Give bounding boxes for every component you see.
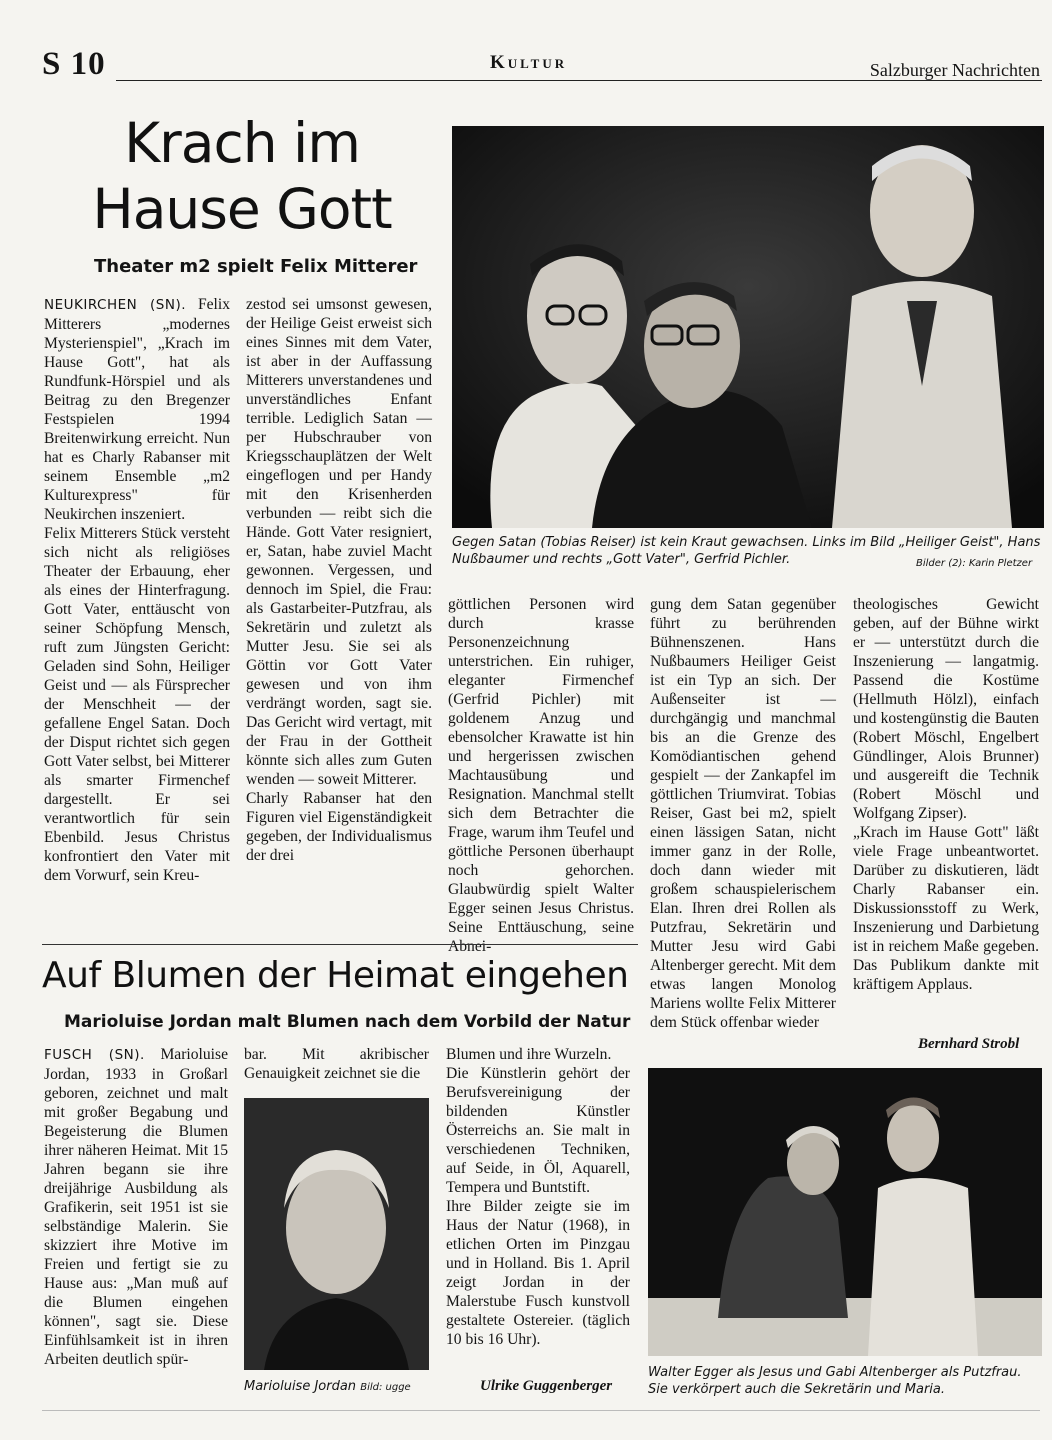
article2-photo-credit: Bild: ugge [360, 1382, 411, 1393]
article1-headline: Krach im Hause Gott [92, 111, 392, 241]
article1-subheadline: Theater m2 spielt Felix Mitterer [94, 256, 418, 277]
header-rule [116, 80, 1042, 81]
article2-author: Ulrike Guggenberger [480, 1378, 613, 1394]
article2-column-3: Blumen und ihre Wurzeln. Die Künstlerin gehört der Berufsvereinigung der bildenden Künstler Österreichs an. Sie malt in verschiedenen Techniken, auf Seide, in Öl, Aquarell, Tempera und Buntstift. Ihre Bilder zeigte sie im Haus der Natur (1968), in etlichen Orten im Pinzgau und in Holland. Bis 1. April zeigt Jordan in der Malerstube Fusch kunstvoll gestaltete Ostereier. (täglich 10 bis 16 Uhr). [446, 1046, 630, 1348]
article1-photo-caption: Gegen Satan (Tobias Reiser) ist kein Kraut gewachsen. Links im Bild „Heiliger Geist", Hans Nußbaumer und rechts „Gott Vater", Gerfrid Pichler. [452, 535, 1041, 567]
article2-headline: Auf Blumen der Heimat eingehen [42, 955, 629, 996]
article-divider [42, 944, 638, 945]
article1-column-5: theologisches Gewicht geben, auf der Bühne wirkt er — unterstützt durch die Inszenierung — langatmig. Passend die Kostüme (Hellmuth Hölzl), einfach und kostengünstig die Bauten (Robert Möschl, Engelbert Gündlinger, Alois Brunner) und ausgereift die Technik (Robert Möschl und Wolfgang Zipser). „Krach im Hause Gott" läßt viele Frage unbeantwortet. Darüber zu diskutieren, lädt Charly Rabanser ein. Diskussionsstoff zu Werk, Inszenierung und Darbietung ist in reichem Maße gegeben. Das Publikum dankte mit kräftigem Applaus. [853, 596, 1039, 993]
article1-author: Bernhard Strobl [918, 1036, 1020, 1052]
article2-column-1-text: Marioluise Jordan, 1933 in Großarl geboren, zeichnet und malt mit großer Begabung und Begeisterung die Blumen ihrer näheren Heimat. Mit 15 Jahren begann sie ihre dreijährige Ausbildung als Grafikerin, seit 1951 ist sie selbständige Malerin. Sie skizziert ihre Motive im Freien und fertigt sie zu Hause aus: „Man muß auf die Blumen eingehen können", sagt sie. Diese Einfühlsamkeit ist in ihren Arbeiten deutlich spür- [44, 1046, 228, 1368]
newspaper-name: Salzburger Nachrichten [869, 60, 1040, 80]
portrait-image [244, 1098, 429, 1370]
footer-rule [42, 1410, 1040, 1411]
article1-column-3: göttlichen Personen wird durch krasse Personenzeichnung unterstrichen. Ein ruhiger, eleganter Firmenchef (Gerfrid Pichler) mit goldenem Anzug und ebensolcher Krawatte ist hin und hergerissen zwischen Machtausübung und Resignation. Manchmal stellt sich dem Betrachter die Frage, warum ihm Teufel und göttliche Personen überhaupt noch gehorchen. Glaubwürdig spielt Walter Egger seinen Jesus Christus. Seine Enttäuschung, seine Abnei- [448, 596, 634, 955]
page-number: S 10 [42, 46, 106, 82]
article2-column-2: bar. Mit akribischer Genauigkeit zeichnet sie die [244, 1046, 429, 1082]
article2-dateline: FUSCH (SN). [44, 1047, 145, 1063]
article2-photo-caption [244, 1378, 411, 1396]
article2-column-1 [44, 1045, 228, 1369]
article1-column-4: gung dem Satan gegenüber führt zu berührenden Bühnenszenen. Hans Nußbaumers Heiliger Geist ist ein Typ an sich. Der Außenseiter ist — durchgängig und manchmal bis an die Grenze des Komödiantischen gehend gespielt — der Zankapfel im göttlichen Triumvirat. Tobias Reiser, Gast bei m2, spielt einen lässigen Satan, nicht immer ganz in der Rolle, doch dann wieder mit großem schauspielerischem Elan. Ihren drei Rollen als Putzfrau, Sekretärin und Mutter Jesu wird Gabi Altenberger gerecht. Mit dem etwas langen Monolog Mariens wollte Felix Mitterer dem Stück offenbar wieder [650, 596, 836, 1031]
article2-portrait-photo [244, 1098, 429, 1370]
article1-photo-2 [648, 1068, 1042, 1356]
article1-column-1 [44, 295, 230, 885]
article2-subheadline: Marioluise Jordan malt Blumen nach dem Vorbild der Natur [64, 1012, 631, 1032]
article1-photo-credit: Bilder (2): Karin Pletzer [916, 558, 1033, 569]
article2-photo-caption-text: Marioluise Jordan [244, 1379, 357, 1394]
stage-scene-image [648, 1068, 1042, 1356]
article1-column-2: zestod sei umsonst gewesen, der Heilige Geist erweist sich eines Sinnes mit dem Vater, ist aber in der Auffassung Mitterers unverstandenes und unverständliches Enfant terrible. Lediglich Satan — per Hubschrauber von Kriegsschauplätzen der Welt eingeflogen und per Handy mit den Krisenherden verbunden — reibt sich die Hände. Gott Vater resigniert, er, Satan, habe zuviel Macht gewonnen. Vergessen, und dennoch im Spiel, die Frau: als Gastarbeiter-Putzfrau, als Sekretärin und zuletzt als Mutter Jesu. Sie sei als Göttin vor Gott Vater gewesen und von ihm verdrängt worden, sagt sie. Das Gericht wird vertagt, mit der Frau in der Gottheit könnte sich alles zum Guten wenden — soweit Mitterer. Charly Rabanser hat den Figuren viel Eigenständigkeit gegeben, der Individualismus der drei [246, 296, 432, 864]
article1-photo-2-caption: Walter Egger als Jesus und Gabi Altenberger als Putzfrau. Sie verkörpert auch die Sekretärin und Maria. [648, 1365, 1022, 1397]
article1-column-1-text: Felix Mitterers „modernes Mysterienspiel", „Krach im Hause Gott", hat als Rundfunk-Hörspiel und als Beitrag zu den Bregenzer Festspielen 1994 Breitenwirkung erreicht. Nun hat es Charly Rabanser mit seinem Ensemble „m2 Kulturexpress" für Neukirchen inszeniert. Felix Mitterers Stück versteht sich nicht als religiöses Theater der Erbauung, eher als eines der Hinterfragung. Gott Vater, enttäuscht von seiner Schöpfung Mensch, ruft zum Jüngsten Gericht: Geladen sind Sohn, Heiliger Geist und — als Fürsprecher der Menschheit — der gefallene Engel Satan. Doch der Disput richtet sich gegen Gott Vater selbst, bei Mitterer als smarter Firmenchef dargestellt. Er sei verantwortlich für sein Ebenbild. Jesus Christus konfrontiert den Vater mit dem Vorwurf, sein Kreu- [44, 296, 230, 884]
article1-dateline: NEUKIRCHEN (SN). [44, 297, 187, 313]
article1-photo [452, 126, 1044, 528]
section-rubric: Kultur [490, 52, 568, 73]
theatre-scene-image [452, 126, 1044, 528]
